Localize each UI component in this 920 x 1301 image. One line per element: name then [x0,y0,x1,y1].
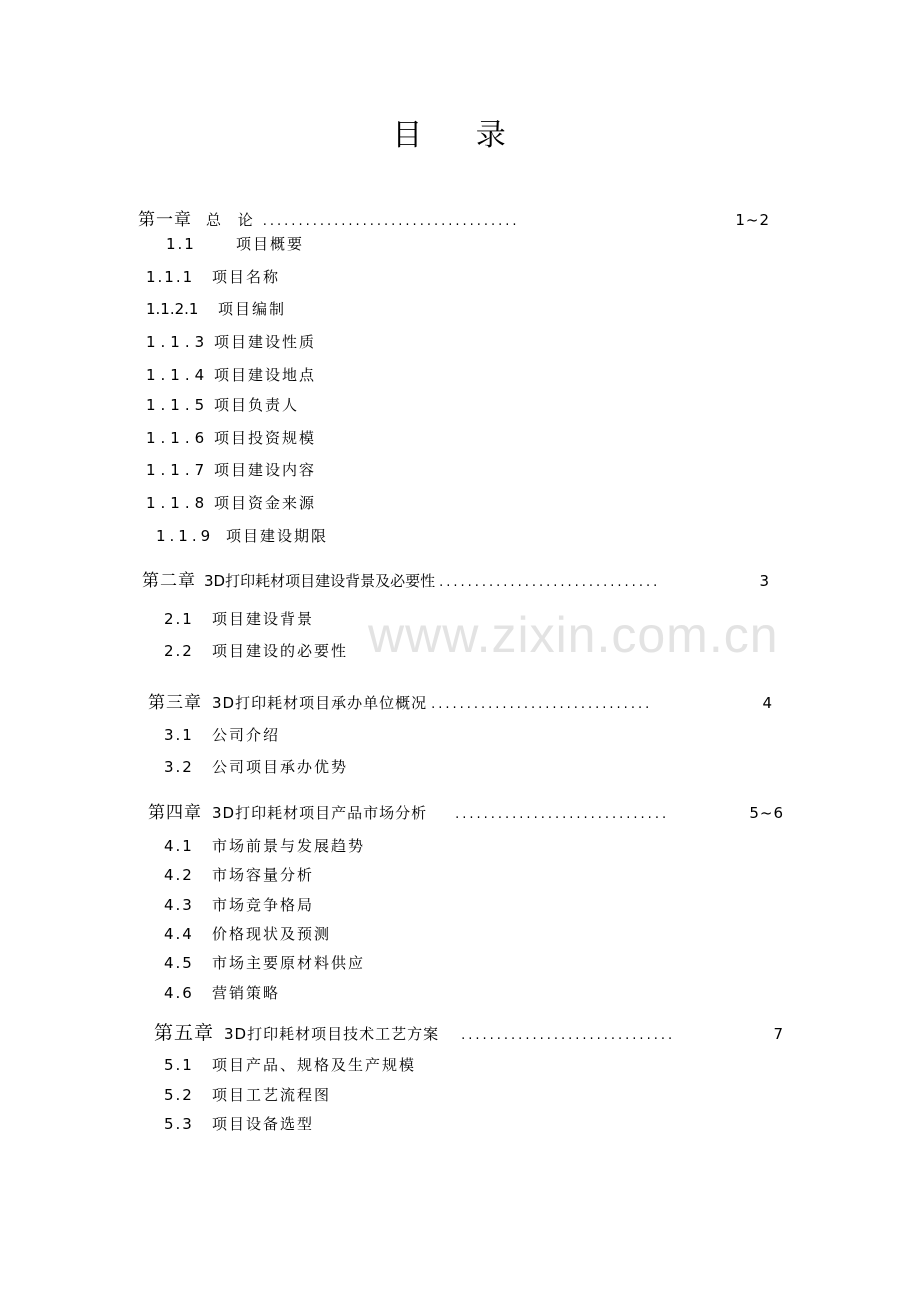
section-number: 4.5 [164,954,194,972]
section-title: 市场容量分析 [212,866,315,884]
section-title: 公司项目承办优势 [212,758,349,776]
toc-section[interactable] [146,266,280,287]
section-title: 项目名称 [212,268,281,286]
section-title: 项目资金来源 [214,494,317,512]
section-number: 1.1.8 [146,494,210,512]
toc-section[interactable] [146,298,286,319]
section-number: 3.1 [164,726,194,744]
section-number: 5.2 [164,1086,194,1104]
section-title: 市场主要原材料供应 [212,954,366,972]
section-number: 2.1 [164,610,194,628]
toc-section[interactable] [166,233,304,254]
chapter-label: 第三章 [148,693,202,713]
toc-section[interactable] [146,427,316,448]
section-number: 5.3 [164,1115,194,1133]
toc-section[interactable] [164,835,365,856]
toc-section[interactable] [164,923,331,944]
page-number: 4 [762,694,773,712]
toc-section[interactable] [146,364,316,385]
section-number: 2.2 [164,642,194,660]
section-title: 公司介绍 [212,726,281,744]
toc-section[interactable] [164,1054,416,1075]
section-title: 项目建设内容 [214,461,317,479]
chapter-label: 第四章 [148,803,202,823]
toc-section[interactable] [164,864,314,885]
section-title: 项目设备选型 [212,1115,315,1133]
chapter-label: 第二章 [142,571,196,591]
chapter-title: 3D打印耗材项目建设背景及必要性 [204,572,436,590]
section-number: 3.2 [164,758,194,776]
section-number: 5.1 [164,1056,194,1074]
page-number: 1~2 [735,211,770,229]
section-title: 项目建设性质 [214,333,317,351]
toc-section[interactable] [164,982,280,1003]
section-title: 项目产品、规格及生产规模 [212,1056,417,1074]
chapter-title: 3D打印耗材项目技术工艺方案 [224,1025,440,1043]
section-number: 1.1.5 [146,396,210,414]
toc-section[interactable] [146,459,316,480]
section-number: 4.2 [164,866,194,884]
chapter-label: 第一章 [138,210,192,230]
section-title: 项目负责人 [214,396,300,414]
toc-section[interactable] [146,394,299,415]
page-title: 目 录 [392,118,528,153]
page-number: 5~6 [749,804,784,822]
section-title: 价格现状及预测 [212,925,332,943]
section-number: 4.1 [164,837,194,855]
leader-dots: ............................... [431,697,653,712]
page-number: 3 [759,572,770,590]
toc-section[interactable] [164,640,348,661]
section-title: 项目建设地点 [214,366,317,384]
toc-section[interactable] [164,756,348,777]
section-title: 市场竞争格局 [212,896,315,914]
section-number: 1.1.9 [156,527,215,545]
leader-dots: ............................... [439,575,661,590]
section-number: 1.1.7 [146,461,210,479]
chapter-label: 第五章 [154,1022,215,1044]
section-title: 项目投资规模 [214,429,317,447]
leader-dots: .............................. [461,1028,676,1043]
toc-chapter-4[interactable] [148,798,784,823]
section-number: 1.1 [166,235,196,253]
section-title: 项目建设的必要性 [212,642,349,660]
toc-section[interactable] [146,331,316,352]
toc-section[interactable] [164,1084,331,1105]
toc-section[interactable] [164,894,314,915]
section-number: 4.3 [164,896,194,914]
section-number: 1.1.3 [146,333,210,351]
section-number: 1.1.4 [146,366,210,384]
leader-dots: .................................... [262,214,520,229]
leader-dots: .............................. [455,807,670,822]
section-number: 1.1.6 [146,429,210,447]
section-title: 项目编制 [218,300,287,318]
section-number: 1.1.2.1 [146,300,199,318]
chapter-title: 3D打印耗材项目承办单位概况 [212,694,428,712]
toc-section[interactable] [164,952,365,973]
toc-chapter-5[interactable] [154,1018,784,1045]
chapter-title: 总 论 [206,211,259,229]
toc-section[interactable] [164,724,280,745]
section-number: 4.4 [164,925,194,943]
section-title: 项目工艺流程图 [212,1086,332,1104]
toc-section[interactable] [156,525,328,546]
page-number: 7 [773,1025,784,1043]
section-title: 项目建设期限 [226,527,329,545]
section-title: 市场前景与发展趋势 [212,837,366,855]
toc-section[interactable] [146,492,316,513]
section-number: 1.1.1 [146,268,195,286]
toc-chapter-1[interactable] [138,205,770,230]
toc-chapter-2[interactable] [142,566,770,591]
toc-section[interactable] [164,608,314,629]
toc-section[interactable] [164,1113,314,1134]
toc-chapter-3[interactable] [148,688,773,713]
section-title: 营销策略 [212,984,281,1002]
watermark: www.zixin.com.cn [368,607,779,663]
chapter-title: 3D打印耗材项目产品市场分析 [212,804,428,822]
section-number: 4.6 [164,984,194,1002]
section-title: 项目建设背景 [212,610,315,628]
section-title: 项目概要 [236,235,305,253]
